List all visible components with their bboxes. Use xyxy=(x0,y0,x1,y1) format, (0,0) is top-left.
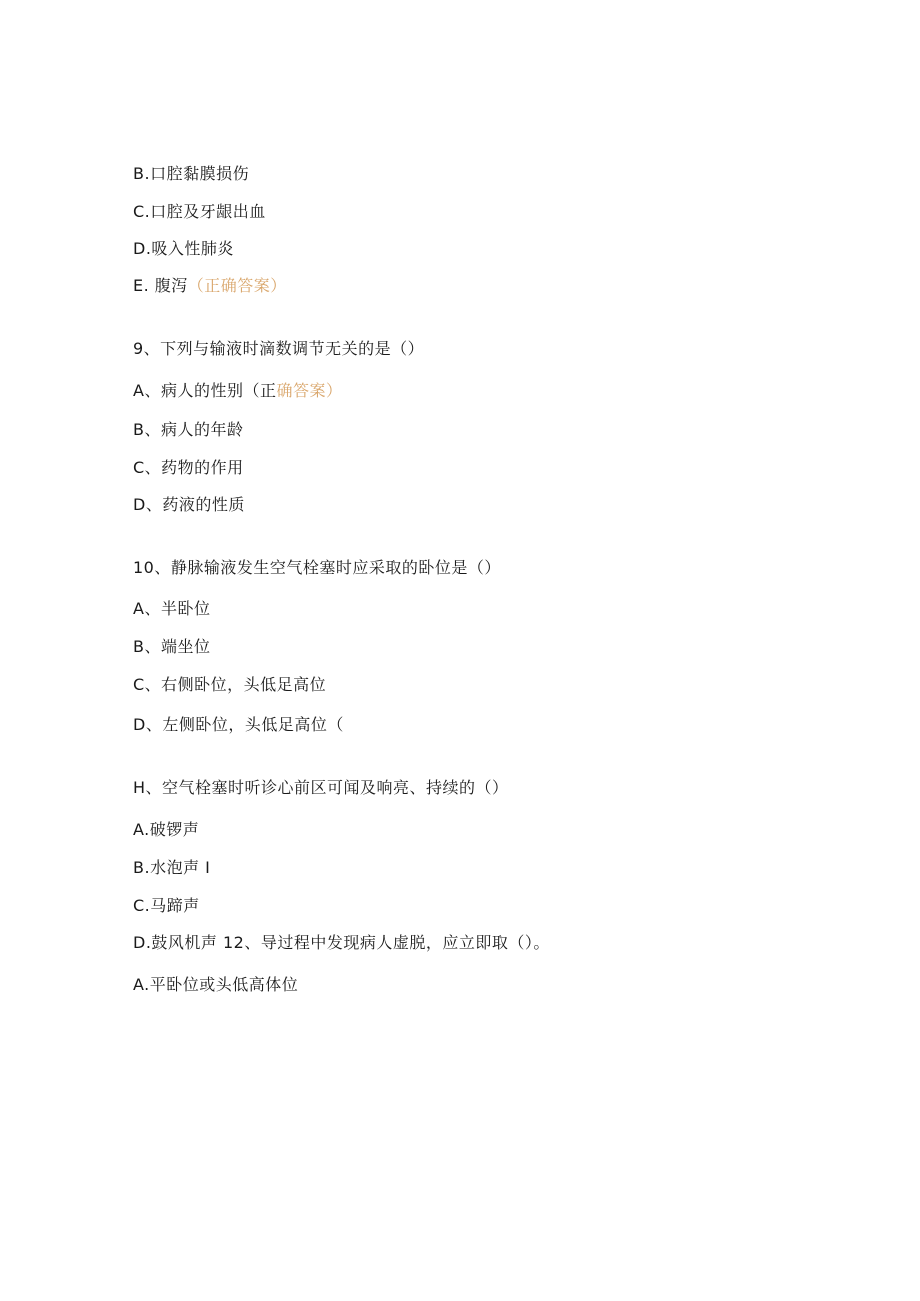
q10-question: 10、静脉输液发生空气栓塞时应采取的卧位是（） xyxy=(133,558,501,577)
q10-option-c: C、右侧卧位，头低足高位 xyxy=(133,675,327,694)
q11-option-c: C.马蹄声 xyxy=(133,896,200,915)
q9-option-c: C、药物的作用 xyxy=(133,458,244,477)
q9-option-d: D、药液的性质 xyxy=(133,495,245,514)
q10-option-d: D、左侧卧位，头低足高位（ xyxy=(133,715,344,734)
q9-option-b: B、病人的年龄 xyxy=(133,420,244,439)
q8-option-c: C.口腔及牙龈出血 xyxy=(133,202,266,221)
q8-option-e xyxy=(133,276,287,296)
q11-option-a: A.破锣声 xyxy=(133,820,200,839)
q9-option-a-text: A、病人的性别（正 xyxy=(133,381,277,400)
q8-option-b: B.口腔黏膜损伤 xyxy=(133,164,250,183)
q10-option-b: B、端坐位 xyxy=(133,637,211,656)
q10-option-a: A、半卧位 xyxy=(133,599,211,618)
q9-option-a xyxy=(133,381,342,401)
q8-option-e-text: E. 腹泻 xyxy=(133,276,188,295)
q11-option-b: B.水泡声 I xyxy=(133,858,211,877)
q9-correct-answer-mark: 确答案） xyxy=(276,381,343,400)
q8-correct-answer-mark: （正确答案） xyxy=(187,276,287,295)
q11-option-d: D.鼓风机声 12、导过程中发现病人虚脱，应立即取（）。 xyxy=(133,933,550,952)
q12-option-a: A.平卧位或头低高体位 xyxy=(133,975,299,994)
q11-question: H、空气栓塞时听诊心前区可闻及响亮、持续的（） xyxy=(133,778,509,797)
q9-question: 9、下列与输液时滴数调节无关的是（） xyxy=(133,339,425,358)
q8-option-d: D.吸入性肺炎 xyxy=(133,239,234,258)
